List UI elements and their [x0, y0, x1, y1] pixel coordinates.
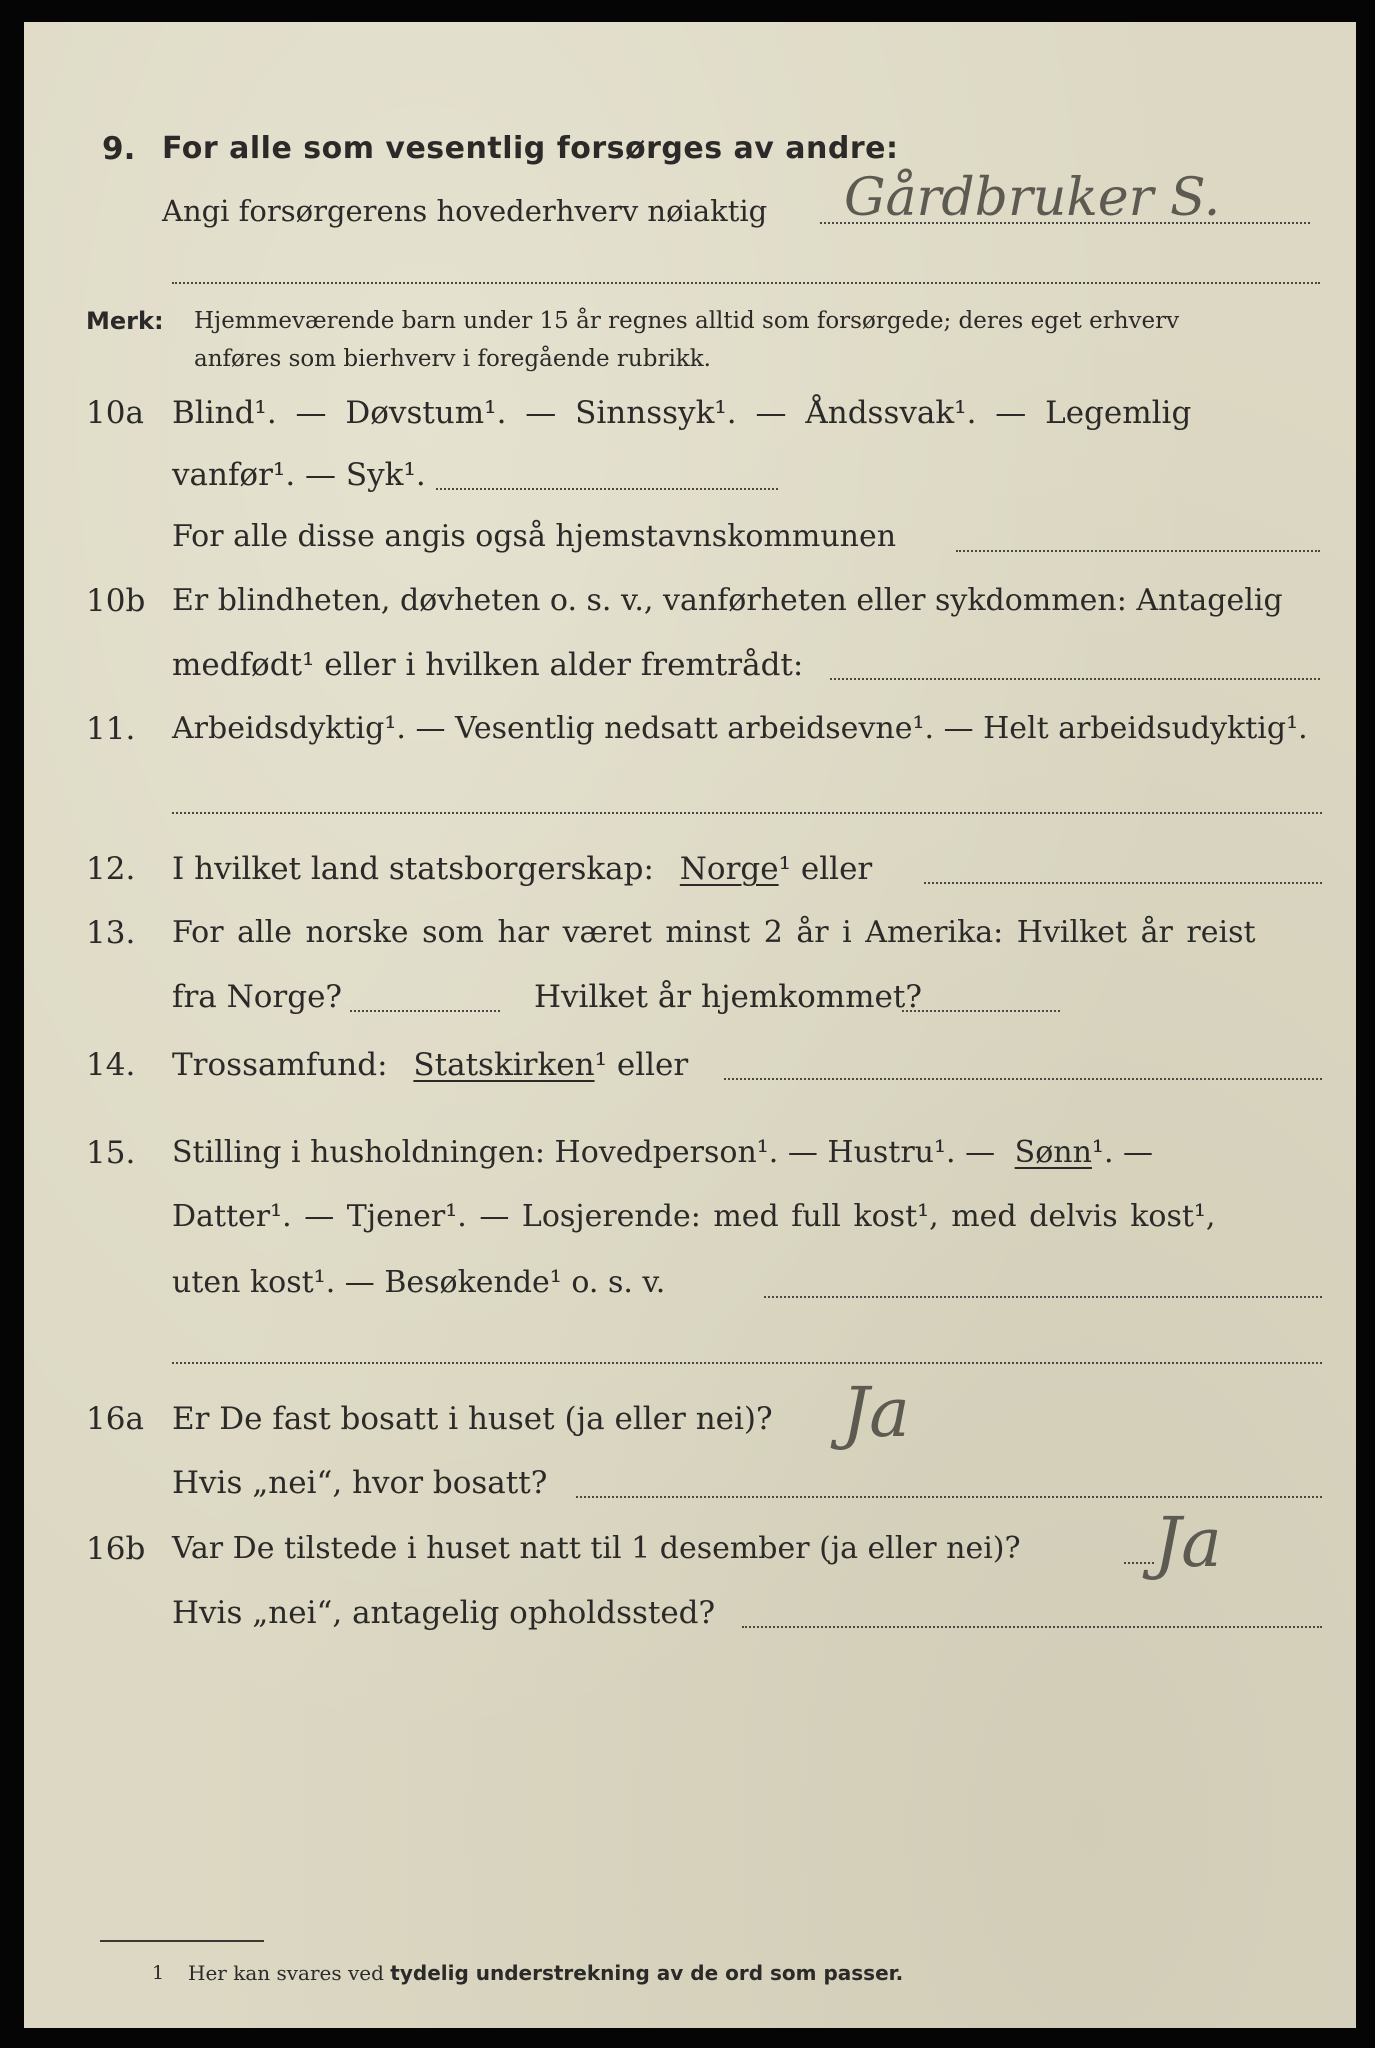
- q10a-hjemstavn-line: [956, 550, 1320, 552]
- q10b-number: 10b: [86, 583, 146, 619]
- q16b-line1: Var De tilstede i huset natt til 1 desember (ja eller nei)?: [172, 1531, 1021, 1566]
- q10a-syk-line: [436, 488, 778, 490]
- q16a-answer-line: [576, 1496, 1322, 1498]
- q11-line1: Arbeidsdyktig¹. — Vesentlig nedsatt arbeidsevne¹. — Helt arbeidsudyktig¹.: [172, 711, 1308, 746]
- q13-number: 13.: [86, 915, 136, 951]
- q15-number: 15.: [86, 1135, 136, 1171]
- q13-line2b: Hvilket år hjemkommet?: [534, 979, 922, 1015]
- q9-number: 9.: [102, 131, 136, 167]
- q14-text: [172, 1046, 688, 1084]
- q15-line1: [172, 1134, 1153, 1172]
- q12-underlined-choice: Norge: [679, 851, 779, 887]
- q16b-opholdssted-line: [742, 1626, 1322, 1628]
- q16b-line2: Hvis „nei“, antagelig opholdssted?: [172, 1595, 716, 1631]
- q12-prefix: I hvilket land statsborgerskap:: [172, 851, 654, 887]
- q15-line1c: ¹. —: [1091, 1135, 1154, 1170]
- q15-line1a: Stilling i husholdningen: Hovedperson¹. — Hustru¹. —: [172, 1135, 996, 1170]
- q16a-handwritten-answer: Ja: [842, 1374, 910, 1453]
- q14-underlined-choice: Statskirken: [413, 1047, 595, 1083]
- q9-extra-line: [172, 282, 1320, 284]
- q14-prefix: Trossamfund:: [172, 1047, 388, 1083]
- q13-line1: For alle norske som har været minst 2 år i Amerika: Hvilket år reist: [172, 915, 1256, 950]
- q10a-line1: Blind¹. — Døvstum¹. — Sinnssyk¹. — Åndssvak¹. — Legemlig: [172, 395, 1192, 431]
- q16b-number: 16b: [86, 1531, 146, 1567]
- q10a-line2: vanfør¹. — Syk¹.: [172, 457, 426, 493]
- q10b-line1: Er blindheten, døvheten o. s. v., vanførheten eller sykdommen: Antagelig: [172, 583, 1283, 618]
- q15-underlined-choice: Sønn: [1014, 1135, 1092, 1170]
- q13-line2a: fra Norge?: [172, 979, 343, 1015]
- q9-handwritten-answer: Gårdbruker S.: [844, 168, 1221, 228]
- q16b-handwritten-answer: Ja: [1154, 1504, 1222, 1583]
- q10b-answer-line: [830, 678, 1320, 680]
- q16a-line1: Er De fast bosatt i huset (ja eller nei)?: [172, 1401, 773, 1437]
- q12-text: [172, 850, 872, 888]
- q16b-answer-line: [1124, 1562, 1154, 1564]
- q14-suffix: ¹ eller: [594, 1047, 689, 1083]
- footnote-rule: [100, 1940, 264, 1942]
- q12-answer-line: [924, 882, 1322, 884]
- q13-reist-line: [350, 1010, 500, 1012]
- q12-number: 12.: [86, 851, 136, 887]
- q16a-line2: Hvis „nei“, hvor bosatt?: [172, 1465, 548, 1501]
- footnote-marker: 1: [152, 1962, 165, 1984]
- merk-line2: anføres som bierhverv i foregående rubrikk.: [194, 346, 711, 372]
- q9-line1: For alle som vesentlig forsørges av andre:: [162, 131, 899, 166]
- q11-number: 11.: [86, 711, 136, 747]
- census-form-page: [24, 22, 1356, 2028]
- q14-answer-line: [724, 1078, 1322, 1080]
- q15-extra-line: [172, 1362, 1322, 1364]
- q9-line2: Angi forsørgerens hovederhverv nøiaktig: [162, 194, 768, 228]
- q11-answer-line: [172, 812, 1322, 814]
- q10b-line2: medfødt¹ eller i hvilken alder fremtrådt:: [172, 647, 804, 683]
- merk-label: Merk:: [86, 307, 164, 335]
- footnote-prefix: Her kan svares ved: [188, 1961, 384, 1985]
- q14-number: 14.: [86, 1047, 136, 1083]
- q15-answer-line: [764, 1296, 1322, 1298]
- merk-line1: Hjemmeværende barn under 15 år regnes alltid som forsørgede; deres eget erhverv: [194, 308, 1180, 334]
- q12-suffix: ¹ eller: [778, 851, 873, 887]
- q10a-line3: For alle disse angis også hjemstavnskommunen: [172, 519, 897, 554]
- q15-line3: uten kost¹. — Besøkende¹ o. s. v.: [172, 1265, 666, 1300]
- footnote-bold: tydelig understrekning av de ord som passer.: [390, 1961, 904, 1985]
- q10a-number: 10a: [86, 395, 144, 431]
- q13-hjemkommet-line: [902, 1010, 1060, 1012]
- q16a-number: 16a: [86, 1401, 144, 1437]
- footnote-text: [188, 1958, 903, 1988]
- q15-line2: Datter¹. — Tjener¹. — Losjerende: med full kost¹, med delvis kost¹,: [172, 1199, 1216, 1234]
